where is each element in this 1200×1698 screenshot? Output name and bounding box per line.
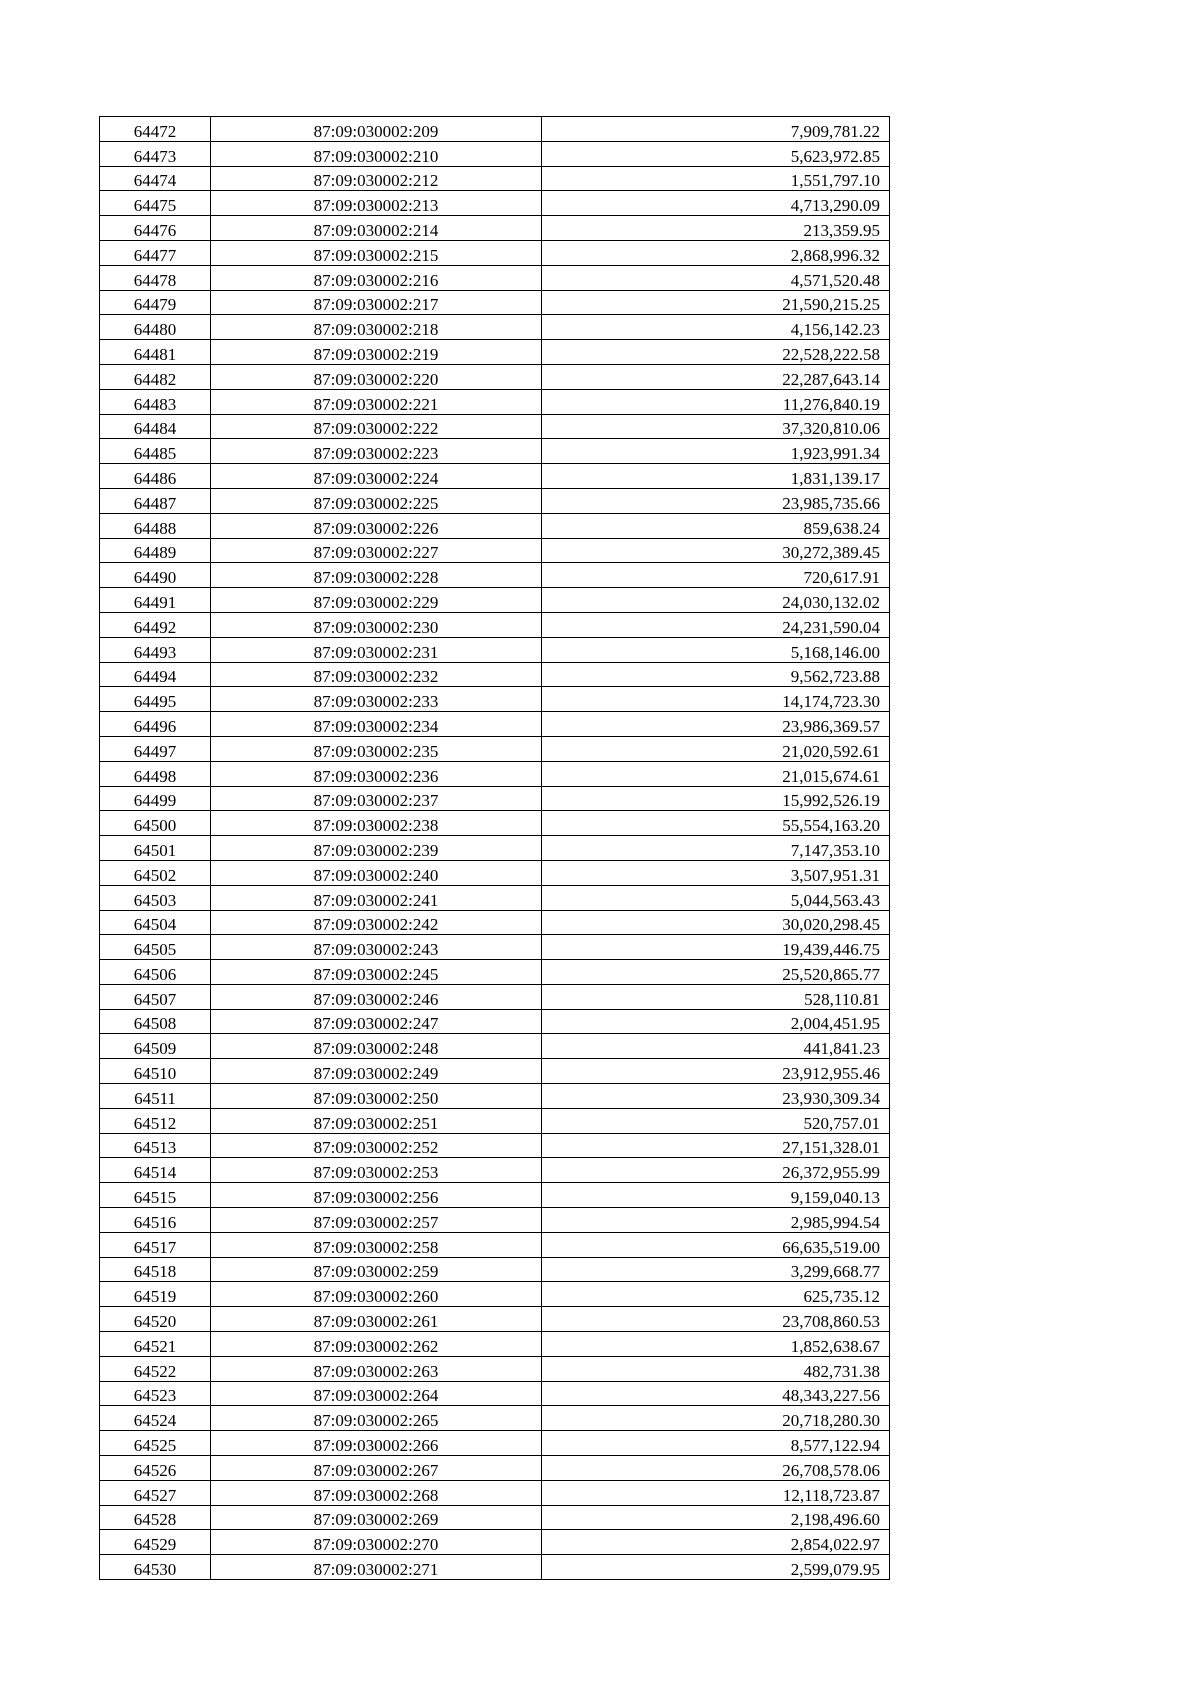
row-number-cell: 64506 [100, 960, 211, 985]
cadastral-number-cell: 87:09:030002:261 [211, 1307, 542, 1332]
value-cell: 9,159,040.13 [542, 1183, 890, 1208]
value-cell: 441,841.23 [542, 1034, 890, 1059]
table-row [100, 117, 890, 142]
cadastral-number-cell: 87:09:030002:267 [211, 1456, 542, 1481]
row-number-cell: 64505 [100, 935, 211, 960]
table-row [100, 1034, 890, 1059]
table-row [100, 216, 890, 241]
cadastral-number-cell: 87:09:030002:259 [211, 1257, 542, 1282]
table-row [100, 736, 890, 761]
table-row [100, 984, 890, 1009]
cadastral-number-cell: 87:09:030002:230 [211, 612, 542, 637]
row-number-cell: 64473 [100, 141, 211, 166]
row-number-cell: 64521 [100, 1332, 211, 1357]
value-cell: 482,731.38 [542, 1356, 890, 1381]
row-number-cell: 64529 [100, 1530, 211, 1555]
value-cell: 27,151,328.01 [542, 1133, 890, 1158]
value-cell: 23,930,309.34 [542, 1084, 890, 1109]
table-row [100, 1059, 890, 1084]
table-row [100, 637, 890, 662]
cadastral-number-cell: 87:09:030002:232 [211, 662, 542, 687]
row-number-cell: 64524 [100, 1406, 211, 1431]
table-row [100, 860, 890, 885]
table-row [100, 1009, 890, 1034]
row-number-cell: 64507 [100, 984, 211, 1009]
row-number-cell: 64486 [100, 464, 211, 489]
table-row [100, 1456, 890, 1481]
row-number-cell: 64527 [100, 1480, 211, 1505]
table-row [100, 513, 890, 538]
row-number-cell: 64522 [100, 1356, 211, 1381]
value-cell: 3,507,951.31 [542, 860, 890, 885]
table-row [100, 612, 890, 637]
cadastral-number-cell: 87:09:030002:252 [211, 1133, 542, 1158]
value-cell: 26,372,955.99 [542, 1158, 890, 1183]
value-cell: 30,272,389.45 [542, 538, 890, 563]
cadastral-number-cell: 87:09:030002:209 [211, 117, 542, 142]
value-cell: 20,718,280.30 [542, 1406, 890, 1431]
table-row [100, 265, 890, 290]
table-row [100, 712, 890, 737]
table-row [100, 538, 890, 563]
row-number-cell: 64513 [100, 1133, 211, 1158]
table-row [100, 885, 890, 910]
row-number-cell: 64488 [100, 513, 211, 538]
value-cell: 48,343,227.56 [542, 1381, 890, 1406]
cadastral-number-cell: 87:09:030002:214 [211, 216, 542, 241]
table-row [100, 240, 890, 265]
cadastral-number-cell: 87:09:030002:210 [211, 141, 542, 166]
table-row [100, 1158, 890, 1183]
cadastral-number-cell: 87:09:030002:258 [211, 1232, 542, 1257]
value-cell: 1,831,139.17 [542, 464, 890, 489]
value-cell: 26,708,578.06 [542, 1456, 890, 1481]
table-row [100, 588, 890, 613]
cadastral-number-cell: 87:09:030002:243 [211, 935, 542, 960]
value-cell: 21,020,592.61 [542, 736, 890, 761]
table-row [100, 1555, 890, 1580]
cadastral-number-cell: 87:09:030002:269 [211, 1505, 542, 1530]
row-number-cell: 64472 [100, 117, 211, 142]
table-row [100, 910, 890, 935]
cadastral-number-cell: 87:09:030002:237 [211, 786, 542, 811]
value-cell: 23,986,369.57 [542, 712, 890, 737]
cadastral-number-cell: 87:09:030002:238 [211, 811, 542, 836]
table-row [100, 290, 890, 315]
value-cell: 23,708,860.53 [542, 1307, 890, 1332]
table-row [100, 315, 890, 340]
value-cell: 213,359.95 [542, 216, 890, 241]
row-number-cell: 64490 [100, 563, 211, 588]
table-row [100, 1480, 890, 1505]
table-row [100, 141, 890, 166]
table-row [100, 687, 890, 712]
row-number-cell: 64496 [100, 712, 211, 737]
table-row [100, 811, 890, 836]
row-number-cell: 64484 [100, 414, 211, 439]
value-cell: 5,168,146.00 [542, 637, 890, 662]
table-row [100, 761, 890, 786]
table-row [100, 836, 890, 861]
cadastral-number-cell: 87:09:030002:221 [211, 389, 542, 414]
cadastral-number-cell: 87:09:030002:268 [211, 1480, 542, 1505]
row-number-cell: 64491 [100, 588, 211, 613]
value-cell: 625,735.12 [542, 1282, 890, 1307]
row-number-cell: 64500 [100, 811, 211, 836]
table-row [100, 439, 890, 464]
value-cell: 8,577,122.94 [542, 1431, 890, 1456]
row-number-cell: 64525 [100, 1431, 211, 1456]
row-number-cell: 64474 [100, 166, 211, 191]
cadastral-number-cell: 87:09:030002:241 [211, 885, 542, 910]
cadastral-number-cell: 87:09:030002:250 [211, 1084, 542, 1109]
cadastral-number-cell: 87:09:030002:248 [211, 1034, 542, 1059]
cadastral-number-cell: 87:09:030002:249 [211, 1059, 542, 1084]
value-cell: 30,020,298.45 [542, 910, 890, 935]
cadastral-number-cell: 87:09:030002:253 [211, 1158, 542, 1183]
row-number-cell: 64501 [100, 836, 211, 861]
row-number-cell: 64502 [100, 860, 211, 885]
row-number-cell: 64475 [100, 191, 211, 216]
row-number-cell: 64510 [100, 1059, 211, 1084]
row-number-cell: 64523 [100, 1381, 211, 1406]
cadastral-number-cell: 87:09:030002:234 [211, 712, 542, 737]
value-cell: 21,015,674.61 [542, 761, 890, 786]
table-row [100, 786, 890, 811]
value-cell: 23,985,735.66 [542, 488, 890, 513]
row-number-cell: 64512 [100, 1108, 211, 1133]
table-row [100, 1084, 890, 1109]
table-row [100, 1257, 890, 1282]
row-number-cell: 64476 [100, 216, 211, 241]
cadastral-number-cell: 87:09:030002:231 [211, 637, 542, 662]
row-number-cell: 64477 [100, 240, 211, 265]
cadastral-number-cell: 87:09:030002:235 [211, 736, 542, 761]
table-row [100, 340, 890, 365]
table-row [100, 1282, 890, 1307]
value-cell: 22,287,643.14 [542, 364, 890, 389]
cadastral-number-cell: 87:09:030002:263 [211, 1356, 542, 1381]
cadastral-number-cell: 87:09:030002:213 [211, 191, 542, 216]
value-cell: 7,147,353.10 [542, 836, 890, 861]
cadastral-number-cell: 87:09:030002:260 [211, 1282, 542, 1307]
table-row [100, 1307, 890, 1332]
cadastral-number-cell: 87:09:030002:222 [211, 414, 542, 439]
row-number-cell: 64493 [100, 637, 211, 662]
value-cell: 21,590,215.25 [542, 290, 890, 315]
value-cell: 2,985,994.54 [542, 1208, 890, 1233]
value-cell: 19,439,446.75 [542, 935, 890, 960]
row-number-cell: 64494 [100, 662, 211, 687]
table-row [100, 166, 890, 191]
cadastral-number-cell: 87:09:030002:246 [211, 984, 542, 1009]
row-number-cell: 64497 [100, 736, 211, 761]
table-row [100, 1381, 890, 1406]
table-row [100, 389, 890, 414]
row-number-cell: 64530 [100, 1555, 211, 1580]
value-cell: 528,110.81 [542, 984, 890, 1009]
row-number-cell: 64517 [100, 1232, 211, 1257]
value-cell: 22,528,222.58 [542, 340, 890, 365]
value-cell: 14,174,723.30 [542, 687, 890, 712]
cadastral-number-cell: 87:09:030002:223 [211, 439, 542, 464]
cadastral-number-cell: 87:09:030002:220 [211, 364, 542, 389]
table-row [100, 488, 890, 513]
value-cell: 2,599,079.95 [542, 1555, 890, 1580]
value-cell: 1,923,991.34 [542, 439, 890, 464]
table-row [100, 662, 890, 687]
value-cell: 15,992,526.19 [542, 786, 890, 811]
row-number-cell: 64511 [100, 1084, 211, 1109]
value-cell: 24,030,132.02 [542, 588, 890, 613]
value-cell: 9,562,723.88 [542, 662, 890, 687]
cadastral-number-cell: 87:09:030002:236 [211, 761, 542, 786]
value-cell: 66,635,519.00 [542, 1232, 890, 1257]
value-cell: 25,520,865.77 [542, 960, 890, 985]
row-number-cell: 64480 [100, 315, 211, 340]
row-number-cell: 64478 [100, 265, 211, 290]
value-cell: 11,276,840.19 [542, 389, 890, 414]
table-row [100, 1356, 890, 1381]
row-number-cell: 64498 [100, 761, 211, 786]
row-number-cell: 64528 [100, 1505, 211, 1530]
row-number-cell: 64526 [100, 1456, 211, 1481]
cadastral-number-cell: 87:09:030002:271 [211, 1555, 542, 1580]
cadastral-number-cell: 87:09:030002:265 [211, 1406, 542, 1431]
row-number-cell: 64515 [100, 1183, 211, 1208]
value-cell: 12,118,723.87 [542, 1480, 890, 1505]
cadastral-number-cell: 87:09:030002:228 [211, 563, 542, 588]
value-cell: 7,909,781.22 [542, 117, 890, 142]
cadastral-number-cell: 87:09:030002:242 [211, 910, 542, 935]
cadastral-number-cell: 87:09:030002:262 [211, 1332, 542, 1357]
value-cell: 1,852,638.67 [542, 1332, 890, 1357]
row-number-cell: 64479 [100, 290, 211, 315]
cadastral-number-cell: 87:09:030002:245 [211, 960, 542, 985]
row-number-cell: 64492 [100, 612, 211, 637]
value-cell: 2,004,451.95 [542, 1009, 890, 1034]
row-number-cell: 64508 [100, 1009, 211, 1034]
cadastral-number-cell: 87:09:030002:264 [211, 1381, 542, 1406]
row-number-cell: 64504 [100, 910, 211, 935]
row-number-cell: 64499 [100, 786, 211, 811]
table-row [100, 364, 890, 389]
cadastral-number-cell: 87:09:030002:225 [211, 488, 542, 513]
table-row [100, 1133, 890, 1158]
value-cell: 2,854,022.97 [542, 1530, 890, 1555]
value-cell: 55,554,163.20 [542, 811, 890, 836]
row-number-cell: 64487 [100, 488, 211, 513]
cadastral-number-cell: 87:09:030002:224 [211, 464, 542, 489]
row-number-cell: 64519 [100, 1282, 211, 1307]
cadastral-number-cell: 87:09:030002:216 [211, 265, 542, 290]
cadastral-number-cell: 87:09:030002:247 [211, 1009, 542, 1034]
data-table [99, 116, 890, 1580]
value-cell: 520,757.01 [542, 1108, 890, 1133]
cadastral-number-cell: 87:09:030002:257 [211, 1208, 542, 1233]
table-row [100, 1431, 890, 1456]
row-number-cell: 64481 [100, 340, 211, 365]
value-cell: 1,551,797.10 [542, 166, 890, 191]
value-cell: 2,868,996.32 [542, 240, 890, 265]
cadastral-number-cell: 87:09:030002:270 [211, 1530, 542, 1555]
cadastral-number-cell: 87:09:030002:240 [211, 860, 542, 885]
table-row [100, 1332, 890, 1357]
cadastral-number-cell: 87:09:030002:218 [211, 315, 542, 340]
table-body [100, 117, 890, 1580]
value-cell: 859,638.24 [542, 513, 890, 538]
cadastral-number-cell: 87:09:030002:217 [211, 290, 542, 315]
value-cell: 5,623,972.85 [542, 141, 890, 166]
table-row [100, 1406, 890, 1431]
row-number-cell: 64489 [100, 538, 211, 563]
cadastral-number-cell: 87:09:030002:266 [211, 1431, 542, 1456]
cadastral-number-cell: 87:09:030002:212 [211, 166, 542, 191]
table-row [100, 1183, 890, 1208]
row-number-cell: 64482 [100, 364, 211, 389]
cadastral-number-cell: 87:09:030002:251 [211, 1108, 542, 1133]
cadastral-number-cell: 87:09:030002:233 [211, 687, 542, 712]
cadastral-number-cell: 87:09:030002:227 [211, 538, 542, 563]
cadastral-number-cell: 87:09:030002:215 [211, 240, 542, 265]
row-number-cell: 64503 [100, 885, 211, 910]
value-cell: 37,320,810.06 [542, 414, 890, 439]
table-row [100, 563, 890, 588]
row-number-cell: 64509 [100, 1034, 211, 1059]
table-row [100, 191, 890, 216]
value-cell: 23,912,955.46 [542, 1059, 890, 1084]
table-row [100, 1108, 890, 1133]
value-cell: 4,156,142.23 [542, 315, 890, 340]
cadastral-number-cell: 87:09:030002:239 [211, 836, 542, 861]
value-cell: 4,713,290.09 [542, 191, 890, 216]
value-cell: 5,044,563.43 [542, 885, 890, 910]
value-cell: 4,571,520.48 [542, 265, 890, 290]
row-number-cell: 64518 [100, 1257, 211, 1282]
value-cell: 24,231,590.04 [542, 612, 890, 637]
cadastral-number-cell: 87:09:030002:256 [211, 1183, 542, 1208]
row-number-cell: 64514 [100, 1158, 211, 1183]
table-row [100, 935, 890, 960]
value-cell: 2,198,496.60 [542, 1505, 890, 1530]
value-cell: 720,617.91 [542, 563, 890, 588]
value-cell: 3,299,668.77 [542, 1257, 890, 1282]
row-number-cell: 64485 [100, 439, 211, 464]
table-row [100, 464, 890, 489]
table-row [100, 1505, 890, 1530]
cadastral-number-cell: 87:09:030002:226 [211, 513, 542, 538]
cadastral-number-cell: 87:09:030002:229 [211, 588, 542, 613]
row-number-cell: 64495 [100, 687, 211, 712]
table-row [100, 960, 890, 985]
table-row [100, 414, 890, 439]
row-number-cell: 64483 [100, 389, 211, 414]
table-row [100, 1208, 890, 1233]
cadastral-number-cell: 87:09:030002:219 [211, 340, 542, 365]
table-row [100, 1232, 890, 1257]
table-row [100, 1530, 890, 1555]
row-number-cell: 64520 [100, 1307, 211, 1332]
row-number-cell: 64516 [100, 1208, 211, 1233]
